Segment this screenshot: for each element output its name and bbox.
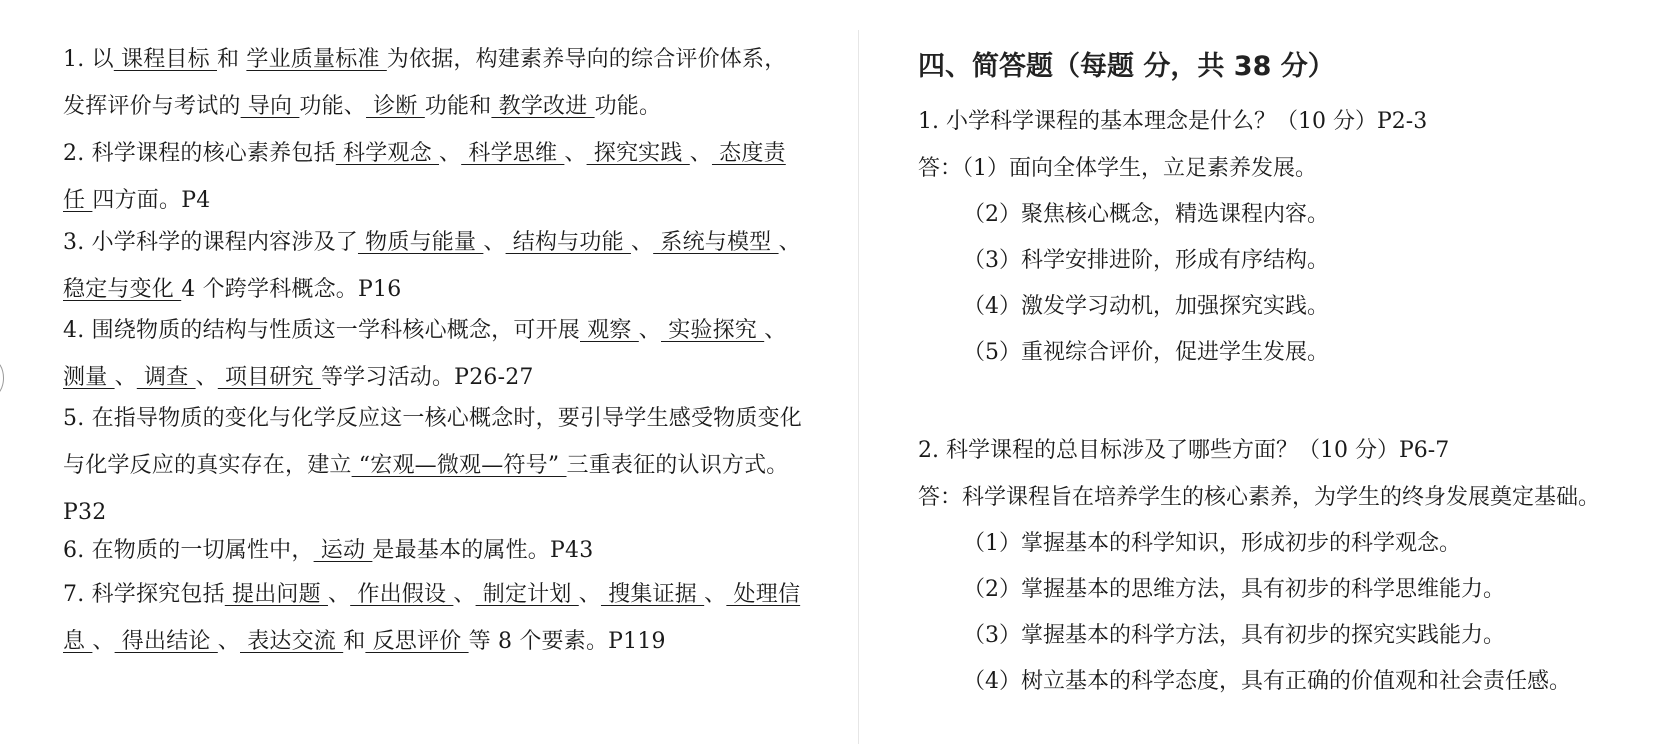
- fill-blank-item-3: [63, 219, 803, 313]
- fill-blank-item-1: [63, 36, 803, 130]
- statement-text: 、: [195, 365, 218, 390]
- answer-blank: 结构与功能: [505, 230, 631, 255]
- answer-blank: 调查: [136, 365, 196, 390]
- statement-text: 为依据，构建素养导向的综合评价体系，发挥评价与考试的: [63, 47, 787, 119]
- statement-text: 、: [327, 582, 351, 607]
- question-1-answer-intro: 答：（1）面向全体学生，立足素养发展。: [918, 156, 1317, 181]
- statement-text: 7. 科学探究包括: [63, 582, 225, 607]
- question-1-point: （4）激发学习动机，加强探究实践。: [963, 294, 1329, 319]
- question-2-point: （4）树立基本的科学态度，具有正确的价值观和社会责任感。: [963, 669, 1571, 694]
- fill-blank-item-4: [63, 307, 803, 401]
- fill-blank-item-6: [63, 527, 803, 574]
- statement-text: 、: [438, 141, 462, 166]
- statement-text: 等 8 个要素。P119: [468, 629, 666, 654]
- answer-blank: 课程目标: [113, 47, 217, 72]
- statement-text: 、: [217, 629, 240, 654]
- statement-text: 、: [453, 582, 476, 607]
- answer-blank: 系统与模型: [653, 230, 779, 255]
- answer-blank: 物质与能量: [357, 230, 484, 255]
- answer-blank: 表达交流: [240, 629, 344, 654]
- answer-blank: 处理信息: [63, 582, 801, 654]
- statement-text: 6. 在物质的一切属性中，: [63, 538, 314, 563]
- statement-text: 、: [630, 230, 654, 255]
- answer-blank: 得出结论: [114, 629, 218, 654]
- statement-text: 3. 小学科学的课程内容涉及了: [63, 230, 358, 255]
- statement-text: 四方面。P4: [92, 188, 211, 213]
- statement-text: 功能、: [299, 94, 367, 119]
- answer-blank: 观察: [580, 318, 639, 343]
- answer-blank: “宏观—微观—符号”: [351, 453, 567, 478]
- statement-text: 5. 在指导物质的变化与化学反应这一核心概念时，要引导学生感受物质变化与化学反应的真实存在，建立: [63, 406, 802, 478]
- answer-blank: 导向: [240, 94, 300, 119]
- statement-text: 、: [92, 629, 115, 654]
- answer-blank: 学业质量标准: [246, 47, 387, 72]
- question-1-point: （3）科学安排进阶，形成有序结构。: [963, 248, 1329, 273]
- question-2: 2. 科学课程的总目标涉及了哪些方面？（10 分）P6-7: [918, 438, 1450, 463]
- statement-text: 、: [114, 365, 137, 390]
- answer-blank: 反思评价: [365, 629, 469, 654]
- answer-blank: 诊断: [366, 94, 425, 119]
- statement-text: 、: [564, 141, 587, 166]
- fill-blank-item-2: [63, 130, 803, 224]
- statement-text: 和: [216, 47, 247, 72]
- statement-text: 2. 科学课程的核心素养包括: [63, 141, 336, 166]
- answer-blank: 运动: [313, 538, 373, 563]
- question-2-answer-intro: 答：科学课程旨在培养学生的核心素养，为学生的终身发展奠定基础。: [918, 485, 1601, 510]
- answer-blank: 探究实践: [586, 141, 690, 166]
- answer-blank: 测量: [63, 365, 115, 390]
- answer-blank: 科学观念: [335, 141, 439, 166]
- fill-blank-item-5: [63, 395, 803, 536]
- fill-blank-item-7: [63, 571, 803, 665]
- statement-text: 、: [704, 582, 727, 607]
- question-1-point: （5）重视综合评价，促进学生发展。: [963, 340, 1329, 365]
- statement-text: 4 个跨学科概念。P16: [181, 277, 402, 302]
- statement-text: 是最基本的属性。P43: [372, 538, 594, 563]
- question-1-point: （2）聚焦核心概念，精选课程内容。: [963, 202, 1329, 227]
- statement-text: 、: [778, 230, 801, 255]
- page-divider: [858, 30, 859, 744]
- statement-text: 等学习活动。P26-27: [320, 365, 534, 390]
- answer-blank: 项目研究: [217, 365, 321, 390]
- answer-blank: 提出问题: [224, 582, 328, 607]
- statement-text: 1. 以: [63, 47, 114, 72]
- question-2-point: （3）掌握基本的科学方法，具有初步的探究实践能力。: [963, 623, 1505, 648]
- statement-text: 4. 围绕物质的结构与性质这一学科核心概念，可开展: [63, 318, 580, 343]
- answer-blank: 稳定与变化: [63, 277, 182, 302]
- answer-blank: 教学改进: [491, 94, 595, 119]
- answer-blank: 作出假设: [350, 582, 454, 607]
- statement-text: 、: [483, 230, 506, 255]
- answer-blank: 科学思维: [461, 141, 565, 166]
- answer-blank: 态度责任: [63, 141, 786, 213]
- answer-blank: 实验探究: [661, 318, 765, 343]
- answer-blank: 制定计划: [475, 582, 579, 607]
- question-1: 1. 小学科学课程的基本理念是什么？（10 分）P2-3: [918, 109, 1428, 134]
- question-2-point: （2）掌握基本的思维方法，具有初步的科学思维能力。: [963, 577, 1505, 602]
- statement-text: 功能。: [594, 94, 662, 119]
- statement-text: 功能和: [424, 94, 492, 119]
- statement-text: 三重表征的认识方式。P32: [63, 453, 789, 525]
- question-2-point: （1）掌握基本的科学知识，形成初步的科学观念。: [963, 531, 1461, 556]
- answer-blank: 搜集证据: [600, 582, 705, 607]
- statement-text: 、: [764, 318, 787, 343]
- statement-text: 、: [638, 318, 661, 343]
- statement-text: 和: [343, 629, 366, 654]
- statement-text: 、: [578, 582, 601, 607]
- section-title: 四、简答题（每题 分，共 38 分）: [918, 51, 1335, 82]
- statement-text: 、: [689, 141, 712, 166]
